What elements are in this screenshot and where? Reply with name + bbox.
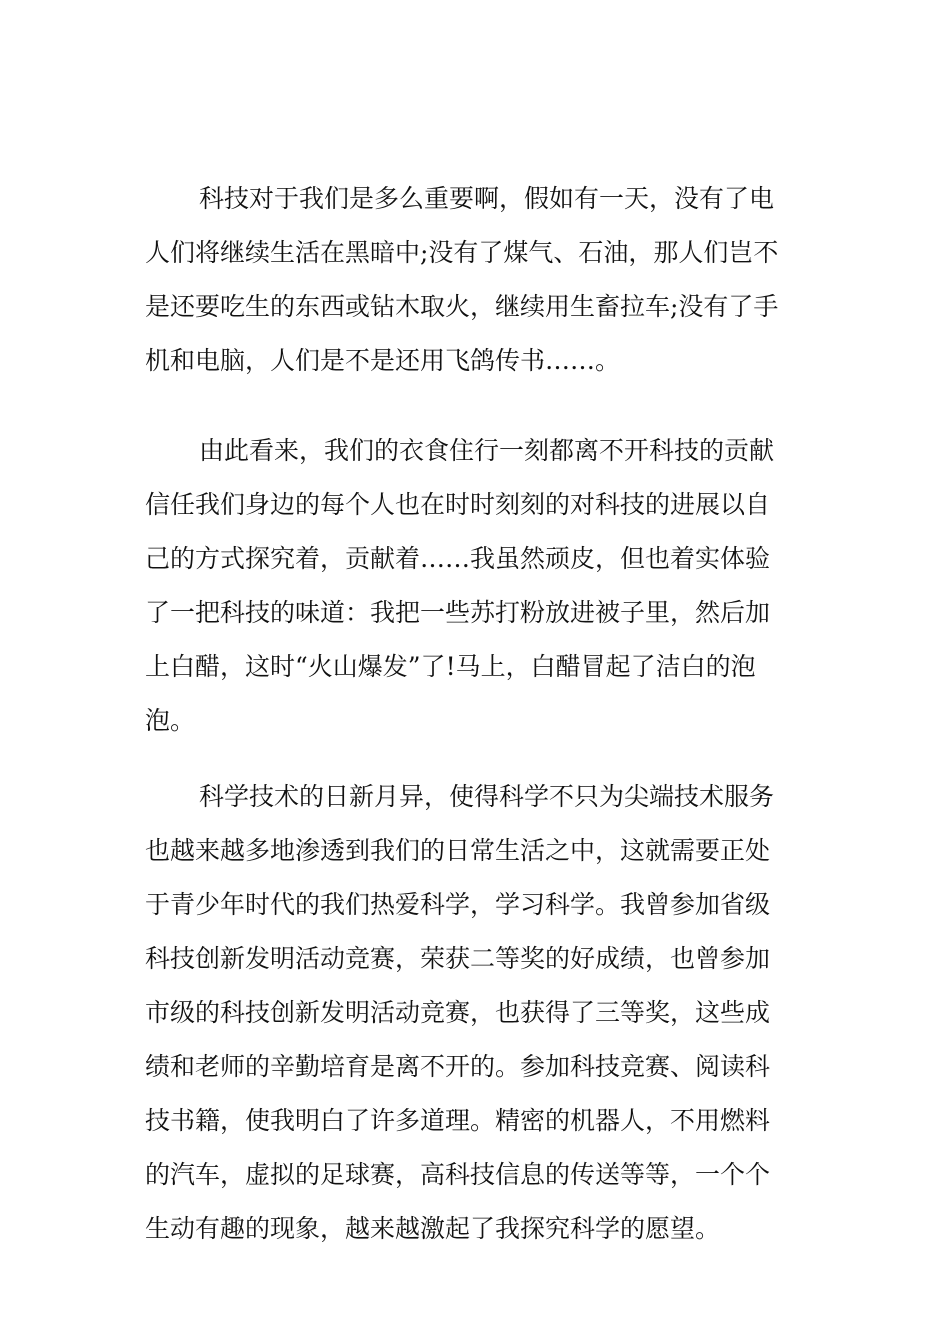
paragraph-line: 科学技术的日新月异，使得科学不只为尖端技术服务 <box>199 782 775 811</box>
paragraph-line: 信任我们身边的每个人也在时时刻刻的对科技的进展以自 <box>145 490 771 519</box>
paragraph-line: 泡。 <box>145 706 196 735</box>
paragraph-line: 也越来越多地渗透到我们的日常生活之中，这就需要正处 <box>145 836 771 865</box>
paragraph-line: 生动有趣的现象，越来越激起了我探究科学的愿望。 <box>145 1214 721 1243</box>
paragraph-line: 己的方式探究着，贡献着……我虽然顽皮，但也着实体验 <box>145 544 771 573</box>
paragraph-line: 于青少年时代的我们热爱科学，学习科学。我曾参加省级 <box>145 890 771 919</box>
paragraph-line: 机和电脑，人们是不是还用飞鸽传书……。 <box>145 346 621 375</box>
paragraph-line: 了一把科技的味道：我把一些苏打粉放进被子里，然后加 <box>145 598 771 627</box>
paragraph-line: 技书籍，使我明白了许多道理。精密的机器人，不用燃料 <box>145 1106 771 1135</box>
paragraph-3 <box>145 770 807 1256</box>
paragraph-line: 绩和老师的辛勤培育是离不开的。参加科技竞赛、阅读科 <box>145 1052 771 1081</box>
paragraph-line: 科技创新发明活动竞赛，荣获二等奖的好成绩，也曾参加 <box>145 944 771 973</box>
paragraph-line: 的汽车，虚拟的足球赛，高科技信息的传送等等，一个个 <box>145 1160 771 1189</box>
paragraph-1 <box>145 172 807 388</box>
paragraph-line: 科技对于我们是多么重要啊，假如有一天，没有了电 <box>199 184 775 213</box>
paragraph-line: 由此看来，我们的衣食住行一刻都离不开科技的贡献 <box>199 436 775 465</box>
paragraph-line: 市级的科技创新发明活动竞赛，也获得了三等奖，这些成 <box>145 998 771 1027</box>
paragraph-line: 人们将继续生活在黑暗中;没有了煤气、石油，那人们岂不 <box>145 238 779 267</box>
paragraph-line: 是还要吃生的东西或钻木取火，继续用生畜拉车;没有了手 <box>145 292 779 321</box>
paragraph-2 <box>145 424 807 748</box>
paragraph-line: 上白醋，这时“火山爆发”了!马上，白醋冒起了洁白的泡 <box>145 652 756 681</box>
